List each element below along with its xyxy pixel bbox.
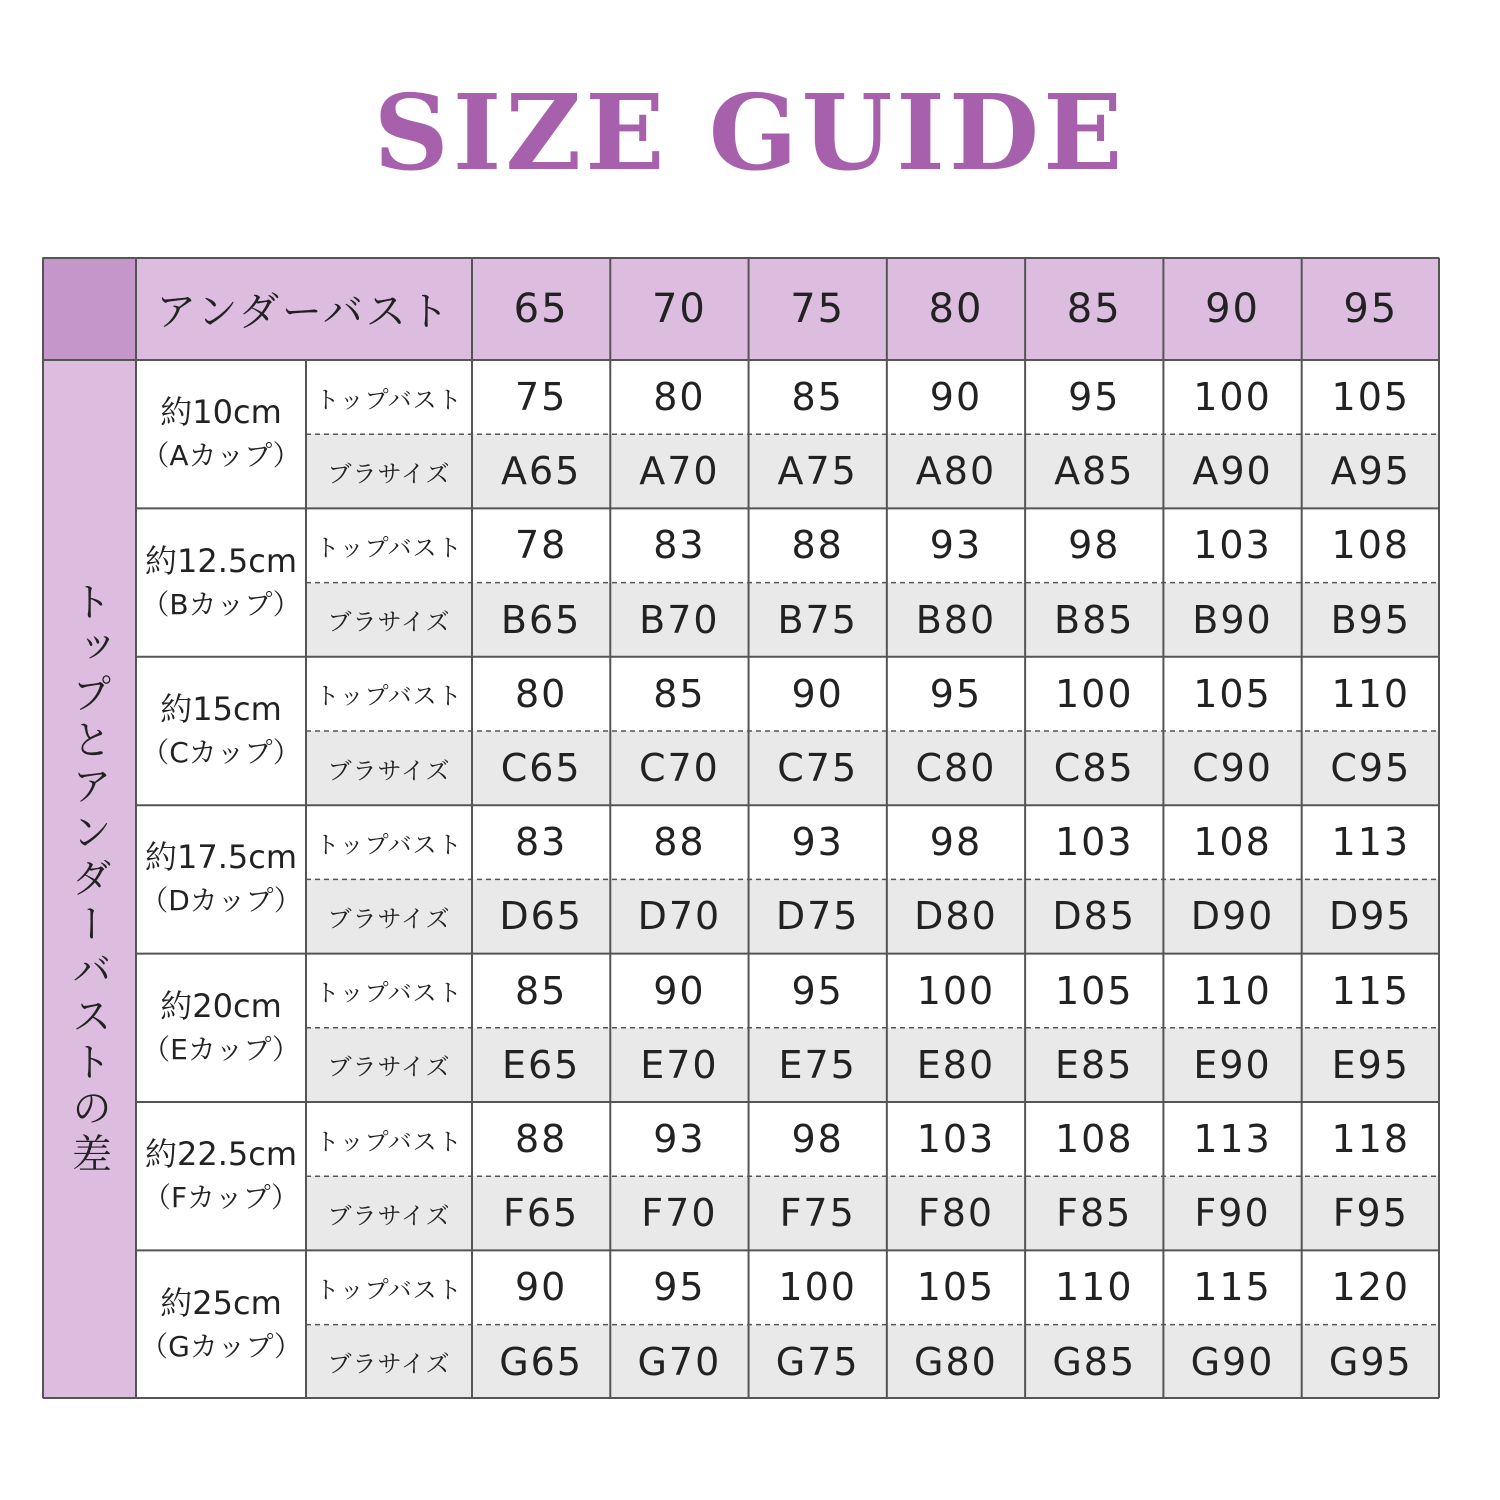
bra-size-value: A65 bbox=[472, 434, 610, 508]
top-bust-value: 115 bbox=[1302, 954, 1440, 1028]
bra-size-value: B65 bbox=[472, 583, 610, 657]
top-bust-value: 95 bbox=[1025, 360, 1163, 434]
cup-group-label bbox=[136, 805, 306, 953]
top-bust-value: 80 bbox=[610, 360, 748, 434]
bra-size-value: C90 bbox=[1163, 731, 1301, 805]
cup-group-label bbox=[136, 508, 306, 656]
top-bust-value: 103 bbox=[1163, 508, 1301, 582]
top-bust-value: 118 bbox=[1302, 1102, 1440, 1176]
under-bust-size-header: 80 bbox=[887, 257, 1025, 360]
bra-size-value: B85 bbox=[1025, 583, 1163, 657]
bra-size-value: E95 bbox=[1302, 1028, 1440, 1102]
top-bust-value: 95 bbox=[749, 954, 887, 1028]
top-bust-value: 105 bbox=[1302, 360, 1440, 434]
cup-name: （Aカップ） bbox=[141, 439, 301, 473]
bra-size-label: ブラサイズ bbox=[306, 1325, 472, 1399]
bra-size-value: G95 bbox=[1302, 1325, 1440, 1399]
top-bust-value: 90 bbox=[887, 360, 1025, 434]
top-bust-value: 105 bbox=[887, 1250, 1025, 1324]
bra-size-value: E65 bbox=[472, 1028, 610, 1102]
bust-difference: 約25cm bbox=[160, 1283, 282, 1322]
under-bust-size-header: 70 bbox=[610, 257, 748, 360]
bra-size-value: B70 bbox=[610, 583, 748, 657]
bra-size-label: ブラサイズ bbox=[306, 1176, 472, 1250]
top-bust-value: 95 bbox=[610, 1250, 748, 1324]
bra-size-value: F65 bbox=[472, 1176, 610, 1250]
bra-size-value: F90 bbox=[1163, 1176, 1301, 1250]
top-bust-value: 83 bbox=[610, 508, 748, 582]
bra-size-value: A75 bbox=[749, 434, 887, 508]
top-bust-label: トップバスト bbox=[306, 954, 472, 1028]
bra-size-value: B80 bbox=[887, 583, 1025, 657]
top-bust-value: 88 bbox=[749, 508, 887, 582]
cup-group-label bbox=[136, 360, 306, 508]
under-bust-size-header: 90 bbox=[1163, 257, 1301, 360]
top-bust-value: 90 bbox=[472, 1250, 610, 1324]
side-label-cell bbox=[42, 360, 136, 1399]
bra-size-value: G80 bbox=[887, 1325, 1025, 1399]
top-bust-value: 105 bbox=[1163, 657, 1301, 731]
top-bust-value: 98 bbox=[887, 805, 1025, 879]
bra-size-value: F85 bbox=[1025, 1176, 1163, 1250]
under-bust-size-header: 95 bbox=[1302, 257, 1440, 360]
top-bust-value: 78 bbox=[472, 508, 610, 582]
cup-name: （Dカップ） bbox=[140, 884, 302, 918]
under-bust-size-header: 75 bbox=[749, 257, 887, 360]
top-bust-value: 85 bbox=[472, 954, 610, 1028]
bra-size-value: G70 bbox=[610, 1325, 748, 1399]
bra-size-label: ブラサイズ bbox=[306, 1028, 472, 1102]
top-bust-value: 85 bbox=[610, 657, 748, 731]
cup-group-label bbox=[136, 1102, 306, 1250]
bra-size-value: C75 bbox=[749, 731, 887, 805]
bra-size-value: B90 bbox=[1163, 583, 1301, 657]
bra-size-value: C65 bbox=[472, 731, 610, 805]
top-bust-value: 113 bbox=[1302, 805, 1440, 879]
size-table bbox=[42, 257, 1440, 1399]
bra-size-value: D90 bbox=[1163, 879, 1301, 953]
bra-size-label: ブラサイズ bbox=[306, 879, 472, 953]
under-bust-size-header: 85 bbox=[1025, 257, 1163, 360]
cup-group-label bbox=[136, 954, 306, 1102]
bra-size-value: F80 bbox=[887, 1176, 1025, 1250]
table-corner bbox=[42, 257, 136, 360]
bra-size-value: G85 bbox=[1025, 1325, 1163, 1399]
bra-size-value: D65 bbox=[472, 879, 610, 953]
top-bust-value: 100 bbox=[887, 954, 1025, 1028]
cup-name: （Fカップ） bbox=[142, 1181, 300, 1215]
bra-size-value: C70 bbox=[610, 731, 748, 805]
top-bust-value: 85 bbox=[749, 360, 887, 434]
top-bust-value: 80 bbox=[472, 657, 610, 731]
bra-size-value: A85 bbox=[1025, 434, 1163, 508]
top-bust-value: 110 bbox=[1302, 657, 1440, 731]
top-bust-value: 88 bbox=[610, 805, 748, 879]
under-bust-size-header: 65 bbox=[472, 257, 610, 360]
cup-name: （Cカップ） bbox=[141, 735, 301, 769]
cup-name: （Gカップ） bbox=[140, 1329, 302, 1363]
top-bust-value: 105 bbox=[1025, 954, 1163, 1028]
top-bust-value: 75 bbox=[472, 360, 610, 434]
cup-name: （Bカップ） bbox=[141, 587, 301, 621]
bra-size-value: D75 bbox=[749, 879, 887, 953]
top-bust-value: 103 bbox=[887, 1102, 1025, 1176]
top-bust-value: 90 bbox=[749, 657, 887, 731]
bust-difference: 約20cm bbox=[160, 986, 282, 1025]
top-bust-value: 100 bbox=[749, 1250, 887, 1324]
bra-size-value: E75 bbox=[749, 1028, 887, 1102]
bra-size-value: B95 bbox=[1302, 583, 1440, 657]
bra-size-label: ブラサイズ bbox=[306, 434, 472, 508]
bra-size-value: D80 bbox=[887, 879, 1025, 953]
bra-size-value: F95 bbox=[1302, 1176, 1440, 1250]
bra-size-value: A90 bbox=[1163, 434, 1301, 508]
under-bust-header: アンダーバスト bbox=[136, 257, 472, 360]
top-bust-label: トップバスト bbox=[306, 1250, 472, 1324]
bra-size-label: ブラサイズ bbox=[306, 731, 472, 805]
bra-size-value: E85 bbox=[1025, 1028, 1163, 1102]
top-bust-value: 93 bbox=[887, 508, 1025, 582]
top-bust-value: 110 bbox=[1163, 954, 1301, 1028]
bra-size-value: F70 bbox=[610, 1176, 748, 1250]
top-bust-label: トップバスト bbox=[306, 657, 472, 731]
bust-difference: 約15cm bbox=[160, 689, 282, 728]
bra-size-value: A80 bbox=[887, 434, 1025, 508]
bra-size-value: A95 bbox=[1302, 434, 1440, 508]
bra-size-value: D95 bbox=[1302, 879, 1440, 953]
bra-size-value: C80 bbox=[887, 731, 1025, 805]
bust-difference: 約10cm bbox=[160, 393, 282, 432]
bra-size-value: C95 bbox=[1302, 731, 1440, 805]
bust-difference: 約17.5cm bbox=[144, 838, 298, 877]
bra-size-value: D70 bbox=[610, 879, 748, 953]
bra-size-value: G90 bbox=[1163, 1325, 1301, 1399]
top-bust-value: 90 bbox=[610, 954, 748, 1028]
top-bust-label: トップバスト bbox=[306, 1102, 472, 1176]
cup-name: （Eカップ） bbox=[142, 1032, 300, 1066]
top-bust-value: 108 bbox=[1025, 1102, 1163, 1176]
top-bust-value: 93 bbox=[749, 805, 887, 879]
top-bust-value: 120 bbox=[1302, 1250, 1440, 1324]
cup-group-label bbox=[136, 657, 306, 805]
top-bust-value: 100 bbox=[1025, 657, 1163, 731]
top-bust-value: 95 bbox=[887, 657, 1025, 731]
bra-size-value: A70 bbox=[610, 434, 748, 508]
bra-size-value: D85 bbox=[1025, 879, 1163, 953]
bra-size-value: E90 bbox=[1163, 1028, 1301, 1102]
top-bust-value: 110 bbox=[1025, 1250, 1163, 1324]
bra-size-value: F75 bbox=[749, 1176, 887, 1250]
top-bust-value: 100 bbox=[1163, 360, 1301, 434]
bra-size-value: C85 bbox=[1025, 731, 1163, 805]
top-bust-value: 83 bbox=[472, 805, 610, 879]
bust-difference: 約22.5cm bbox=[144, 1135, 298, 1174]
bra-size-value: E70 bbox=[610, 1028, 748, 1102]
bra-size-value: B75 bbox=[749, 583, 887, 657]
top-bust-value: 98 bbox=[1025, 508, 1163, 582]
top-bust-value: 93 bbox=[610, 1102, 748, 1176]
bust-difference: 約12.5cm bbox=[144, 541, 298, 580]
bra-size-label: ブラサイズ bbox=[306, 583, 472, 657]
page-title: SIZE GUIDE bbox=[373, 71, 1127, 194]
cup-group-label bbox=[136, 1250, 306, 1398]
top-bust-value: 98 bbox=[749, 1102, 887, 1176]
top-bust-value: 103 bbox=[1025, 805, 1163, 879]
bra-size-value: E80 bbox=[887, 1028, 1025, 1102]
top-bust-label: トップバスト bbox=[306, 805, 472, 879]
top-bust-value: 88 bbox=[472, 1102, 610, 1176]
bra-size-value: G75 bbox=[749, 1325, 887, 1399]
top-bust-value: 115 bbox=[1163, 1250, 1301, 1324]
top-bust-value: 108 bbox=[1163, 805, 1301, 879]
bra-size-value: G65 bbox=[472, 1325, 610, 1399]
top-bust-value: 113 bbox=[1163, 1102, 1301, 1176]
top-bust-label: トップバスト bbox=[306, 508, 472, 582]
side-label: トップとアンダーバストの差 bbox=[65, 580, 112, 1179]
top-bust-value: 108 bbox=[1302, 508, 1440, 582]
top-bust-label: トップバスト bbox=[306, 360, 472, 434]
